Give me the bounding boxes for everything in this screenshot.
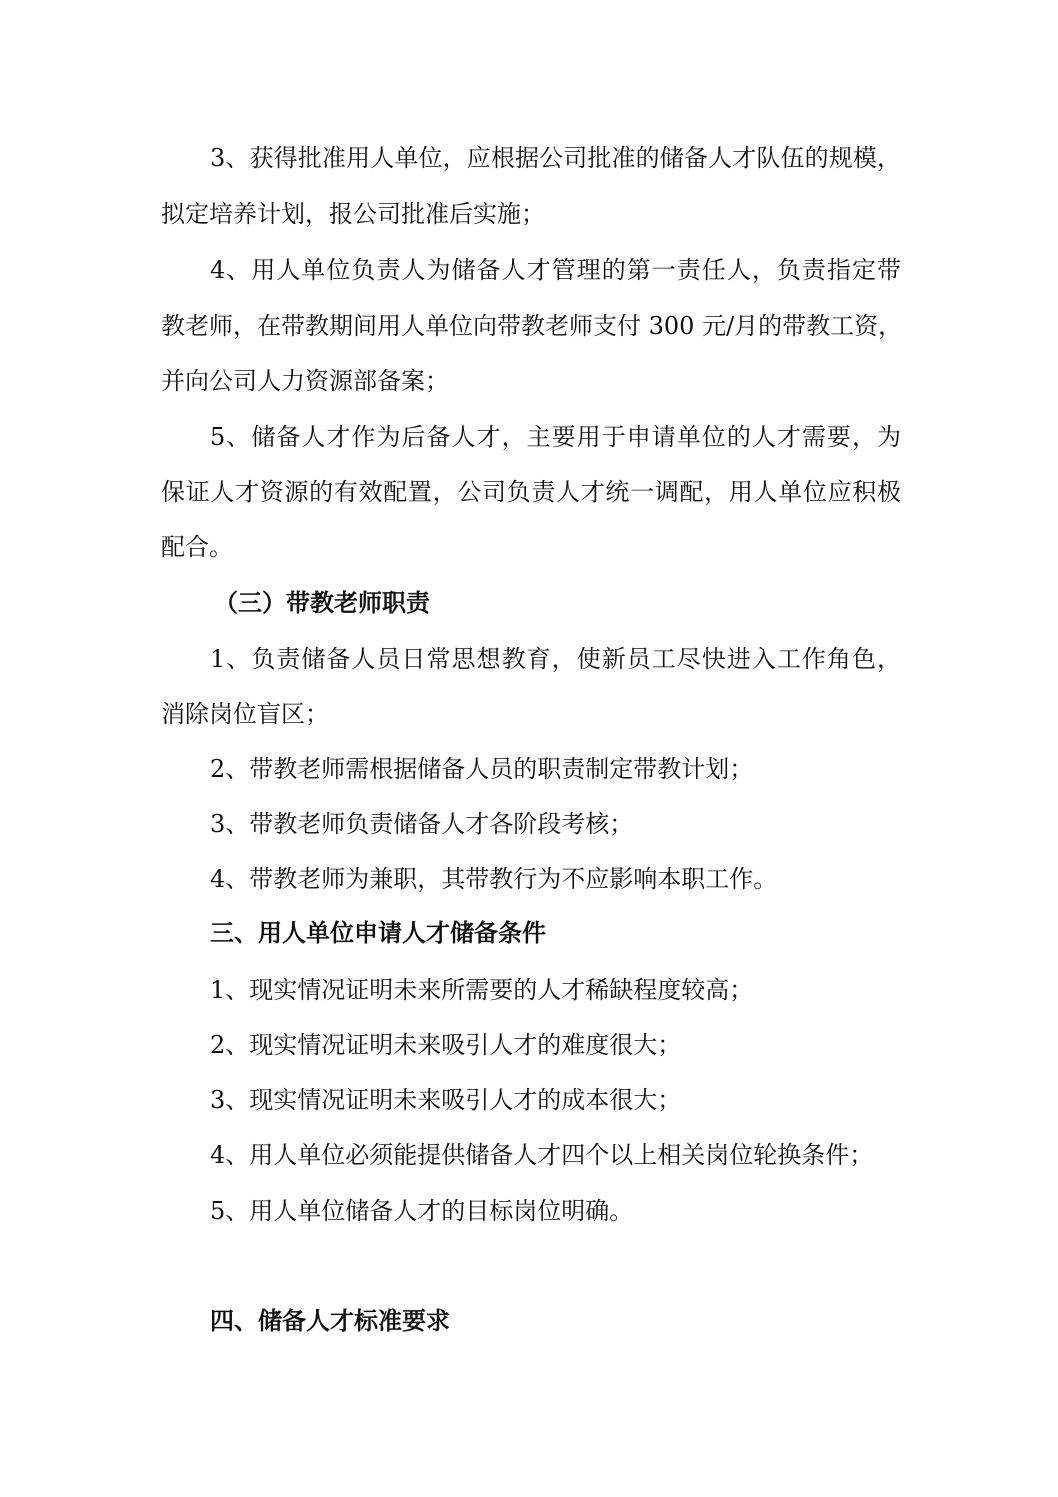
teacher-item-3: 3、带教老师负责储备人才各阶段考核；	[210, 810, 634, 838]
paragraph-4-line-2: 教老师，在带教期间用人单位向带教老师支付 300 元/月的带教工资，	[161, 312, 903, 340]
paragraph-3-line-2: 拟定培养计划，报公司批准后实施；	[161, 200, 545, 228]
paragraph-5-line-3: 配合。	[161, 533, 233, 561]
condition-item-4: 4、用人单位必须能提供储备人才四个以上相关岗位轮换条件；	[210, 1141, 874, 1169]
teacher-item-4: 4、带教老师为兼职，其带教行为不应影响本职工作。	[210, 865, 778, 893]
condition-item-1: 1、现实情况证明未来所需要的人才稀缺程度较高；	[210, 976, 754, 1004]
standards-heading: 四、储备人才标准要求	[210, 1307, 450, 1335]
paragraph-4-line-3: 并向公司人力资源部备案；	[161, 367, 449, 395]
condition-item-2: 2、现实情况证明未来吸引人才的难度很大；	[210, 1031, 682, 1059]
teacher-item-2: 2、带教老师需根据储备人员的职责制定带教计划；	[210, 755, 754, 783]
conditions-heading: 三、用人单位申请人才储备条件	[210, 919, 546, 947]
condition-item-5: 5、用人单位储备人才的目标岗位明确。	[210, 1197, 634, 1225]
condition-item-3: 3、现实情况证明未来吸引人才的成本很大；	[210, 1086, 682, 1114]
paragraph-5-line-2: 保证人才资源的有效配置，公司负责人才统一调配，用人单位应积极	[161, 478, 901, 506]
teacher-item-1-line-2: 消除岗位盲区；	[161, 700, 329, 728]
paragraph-4-line-1: 4、用人单位负责人为储备人才管理的第一责任人，负责指定带	[210, 256, 901, 284]
teacher-item-1-line-1: 1、负责储备人员日常思想教育，使新员工尽快进入工作角色，	[210, 645, 901, 673]
paragraph-3-line-1: 3、获得批准用人单位，应根据公司批准的储备人才队伍的规模，	[210, 144, 901, 172]
paragraph-5-line-1: 5、储备人才作为后备人才，主要用于申请单位的人才需要，为	[210, 423, 901, 451]
teacher-duties-heading: （三）带教老师职责	[214, 589, 430, 617]
